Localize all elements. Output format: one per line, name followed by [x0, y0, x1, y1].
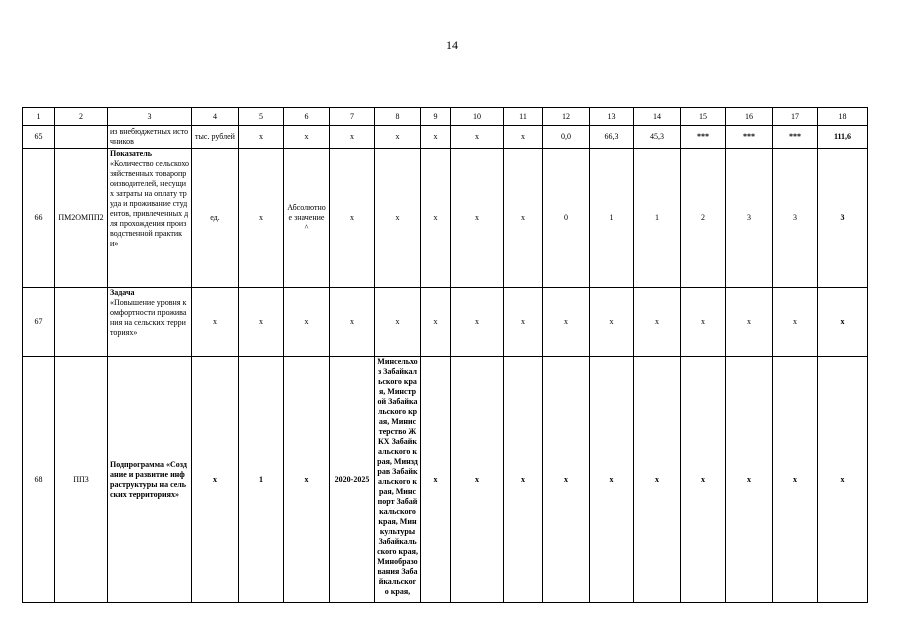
row-number: 68 — [23, 357, 55, 603]
header-cell: 13 — [590, 108, 634, 126]
header-cell: 8 — [375, 108, 421, 126]
header-cell: 12 — [543, 108, 590, 126]
value-cell: x — [590, 357, 634, 603]
row-number: 66 — [23, 149, 55, 288]
value-cell: x — [375, 126, 421, 149]
value-cell: 66,3 — [590, 126, 634, 149]
unit-cell: ед. — [192, 149, 239, 288]
value-cell: 1 — [634, 149, 681, 288]
header-cell: 1 — [23, 108, 55, 126]
value-cell: x — [375, 149, 421, 288]
header-cell: 3 — [108, 108, 192, 126]
value-cell: x — [192, 357, 239, 603]
value-cell: x — [239, 126, 284, 149]
row-name — [108, 288, 192, 357]
table-row-67 — [23, 288, 868, 357]
page-number: 14 — [446, 38, 458, 52]
value-cell: 3 — [726, 149, 773, 288]
row-code — [55, 126, 108, 149]
period-cell: 2020-2025 — [330, 357, 375, 603]
table-row-66 — [23, 149, 868, 288]
value-cell: *** — [773, 126, 818, 149]
row-name: Подпрограмма «Создание и развитие инфраструктуры на сельских территориях» — [108, 357, 192, 603]
header-cell: 4 — [192, 108, 239, 126]
total-cell: x — [818, 288, 868, 357]
row-code — [55, 288, 108, 357]
value-cell: x — [504, 357, 543, 603]
value-cell: x — [421, 126, 451, 149]
row-name-text: «Повышение уровня комфортности проживания на сельских территориях» — [110, 298, 187, 337]
header-cell: 10 — [451, 108, 504, 126]
value-cell: x — [330, 126, 375, 149]
row-name-text: «Количество сельскохозяйственных товаропроизводителей, несущих затраты на оплату труда и проживание студентов, привлеченных для прохождения производственной практики» — [110, 159, 190, 248]
row-number: 65 — [23, 126, 55, 149]
value-cell: x — [284, 288, 330, 357]
header-cell: 7 — [330, 108, 375, 126]
value-cell: 2 — [681, 149, 726, 288]
table-row-65 — [23, 126, 868, 149]
header-cell: 17 — [773, 108, 818, 126]
value-cell: x — [451, 357, 504, 603]
value-cell: x — [590, 288, 634, 357]
row-number: 67 — [23, 288, 55, 357]
header-cell: 2 — [55, 108, 108, 126]
row-name-title: Задача — [110, 288, 135, 297]
indicators-table — [22, 107, 868, 603]
header-cell: 15 — [681, 108, 726, 126]
row-code: ПМ2ОМПП2 — [55, 149, 108, 288]
value-cell: x — [543, 288, 590, 357]
value-cell: 1 — [590, 149, 634, 288]
row-code: ПП3 — [55, 357, 108, 603]
value-cell: x — [543, 357, 590, 603]
unit-cell: тыс. рублей — [192, 126, 239, 149]
value-cell: *** — [726, 126, 773, 149]
value-cell: x — [451, 126, 504, 149]
value-cell: *** — [681, 126, 726, 149]
value-cell: x — [330, 288, 375, 357]
header-cell: 16 — [726, 108, 773, 126]
value-cell: x — [504, 126, 543, 149]
header-cell: 11 — [504, 108, 543, 126]
value-cell: x — [421, 149, 451, 288]
value-cell: x — [239, 288, 284, 357]
header-cell: 6 — [284, 108, 330, 126]
value-cell: x — [634, 288, 681, 357]
value-cell: x — [726, 357, 773, 603]
value-cell: x — [451, 288, 504, 357]
value-cell: x — [681, 357, 726, 603]
total-cell: 111,6 — [818, 126, 868, 149]
value-cell: 0 — [543, 149, 590, 288]
row-name — [108, 149, 192, 288]
value-cell: 1 — [239, 357, 284, 603]
value-cell: x — [773, 288, 818, 357]
value-cell: 45,3 — [634, 126, 681, 149]
value-cell: x — [504, 149, 543, 288]
value-cell: x — [681, 288, 726, 357]
header-cell: 18 — [818, 108, 868, 126]
row-name-title: Показатель — [110, 149, 152, 158]
value-cell: x — [284, 357, 330, 603]
value-cell: x — [421, 288, 451, 357]
header-cell: 9 — [421, 108, 451, 126]
value-cell: x — [239, 149, 284, 288]
value-cell: x — [330, 149, 375, 288]
value-cell: x — [375, 288, 421, 357]
header-cell: 5 — [239, 108, 284, 126]
responsible-executors-cell: Минсельхоз Забайкальского края, Минстрой Забайкальского края, Министерство ЖКХ Забайкальского края, Минздрав Забайкальского края, Минспорт Забайкальского края, Минкультуры Забайкальского края, Минобразования Забайкальского края, — [375, 357, 421, 603]
value-cell: x — [284, 126, 330, 149]
value-cell: 3 — [773, 149, 818, 288]
value-cell: x — [421, 357, 451, 603]
value-cell: x — [726, 288, 773, 357]
table-row-68 — [23, 357, 868, 603]
value-type-cell: Абсолютное значение ^ — [284, 149, 330, 288]
value-cell: x — [773, 357, 818, 603]
header-row — [23, 108, 868, 126]
value-cell: x — [192, 288, 239, 357]
total-cell: x — [818, 357, 868, 603]
value-cell: x — [504, 288, 543, 357]
value-cell: 0,0 — [543, 126, 590, 149]
value-cell: x — [451, 149, 504, 288]
header-cell: 14 — [634, 108, 681, 126]
row-name: из внебюджетных источников — [108, 126, 192, 149]
value-cell: x — [634, 357, 681, 603]
total-cell: 3 — [818, 149, 868, 288]
